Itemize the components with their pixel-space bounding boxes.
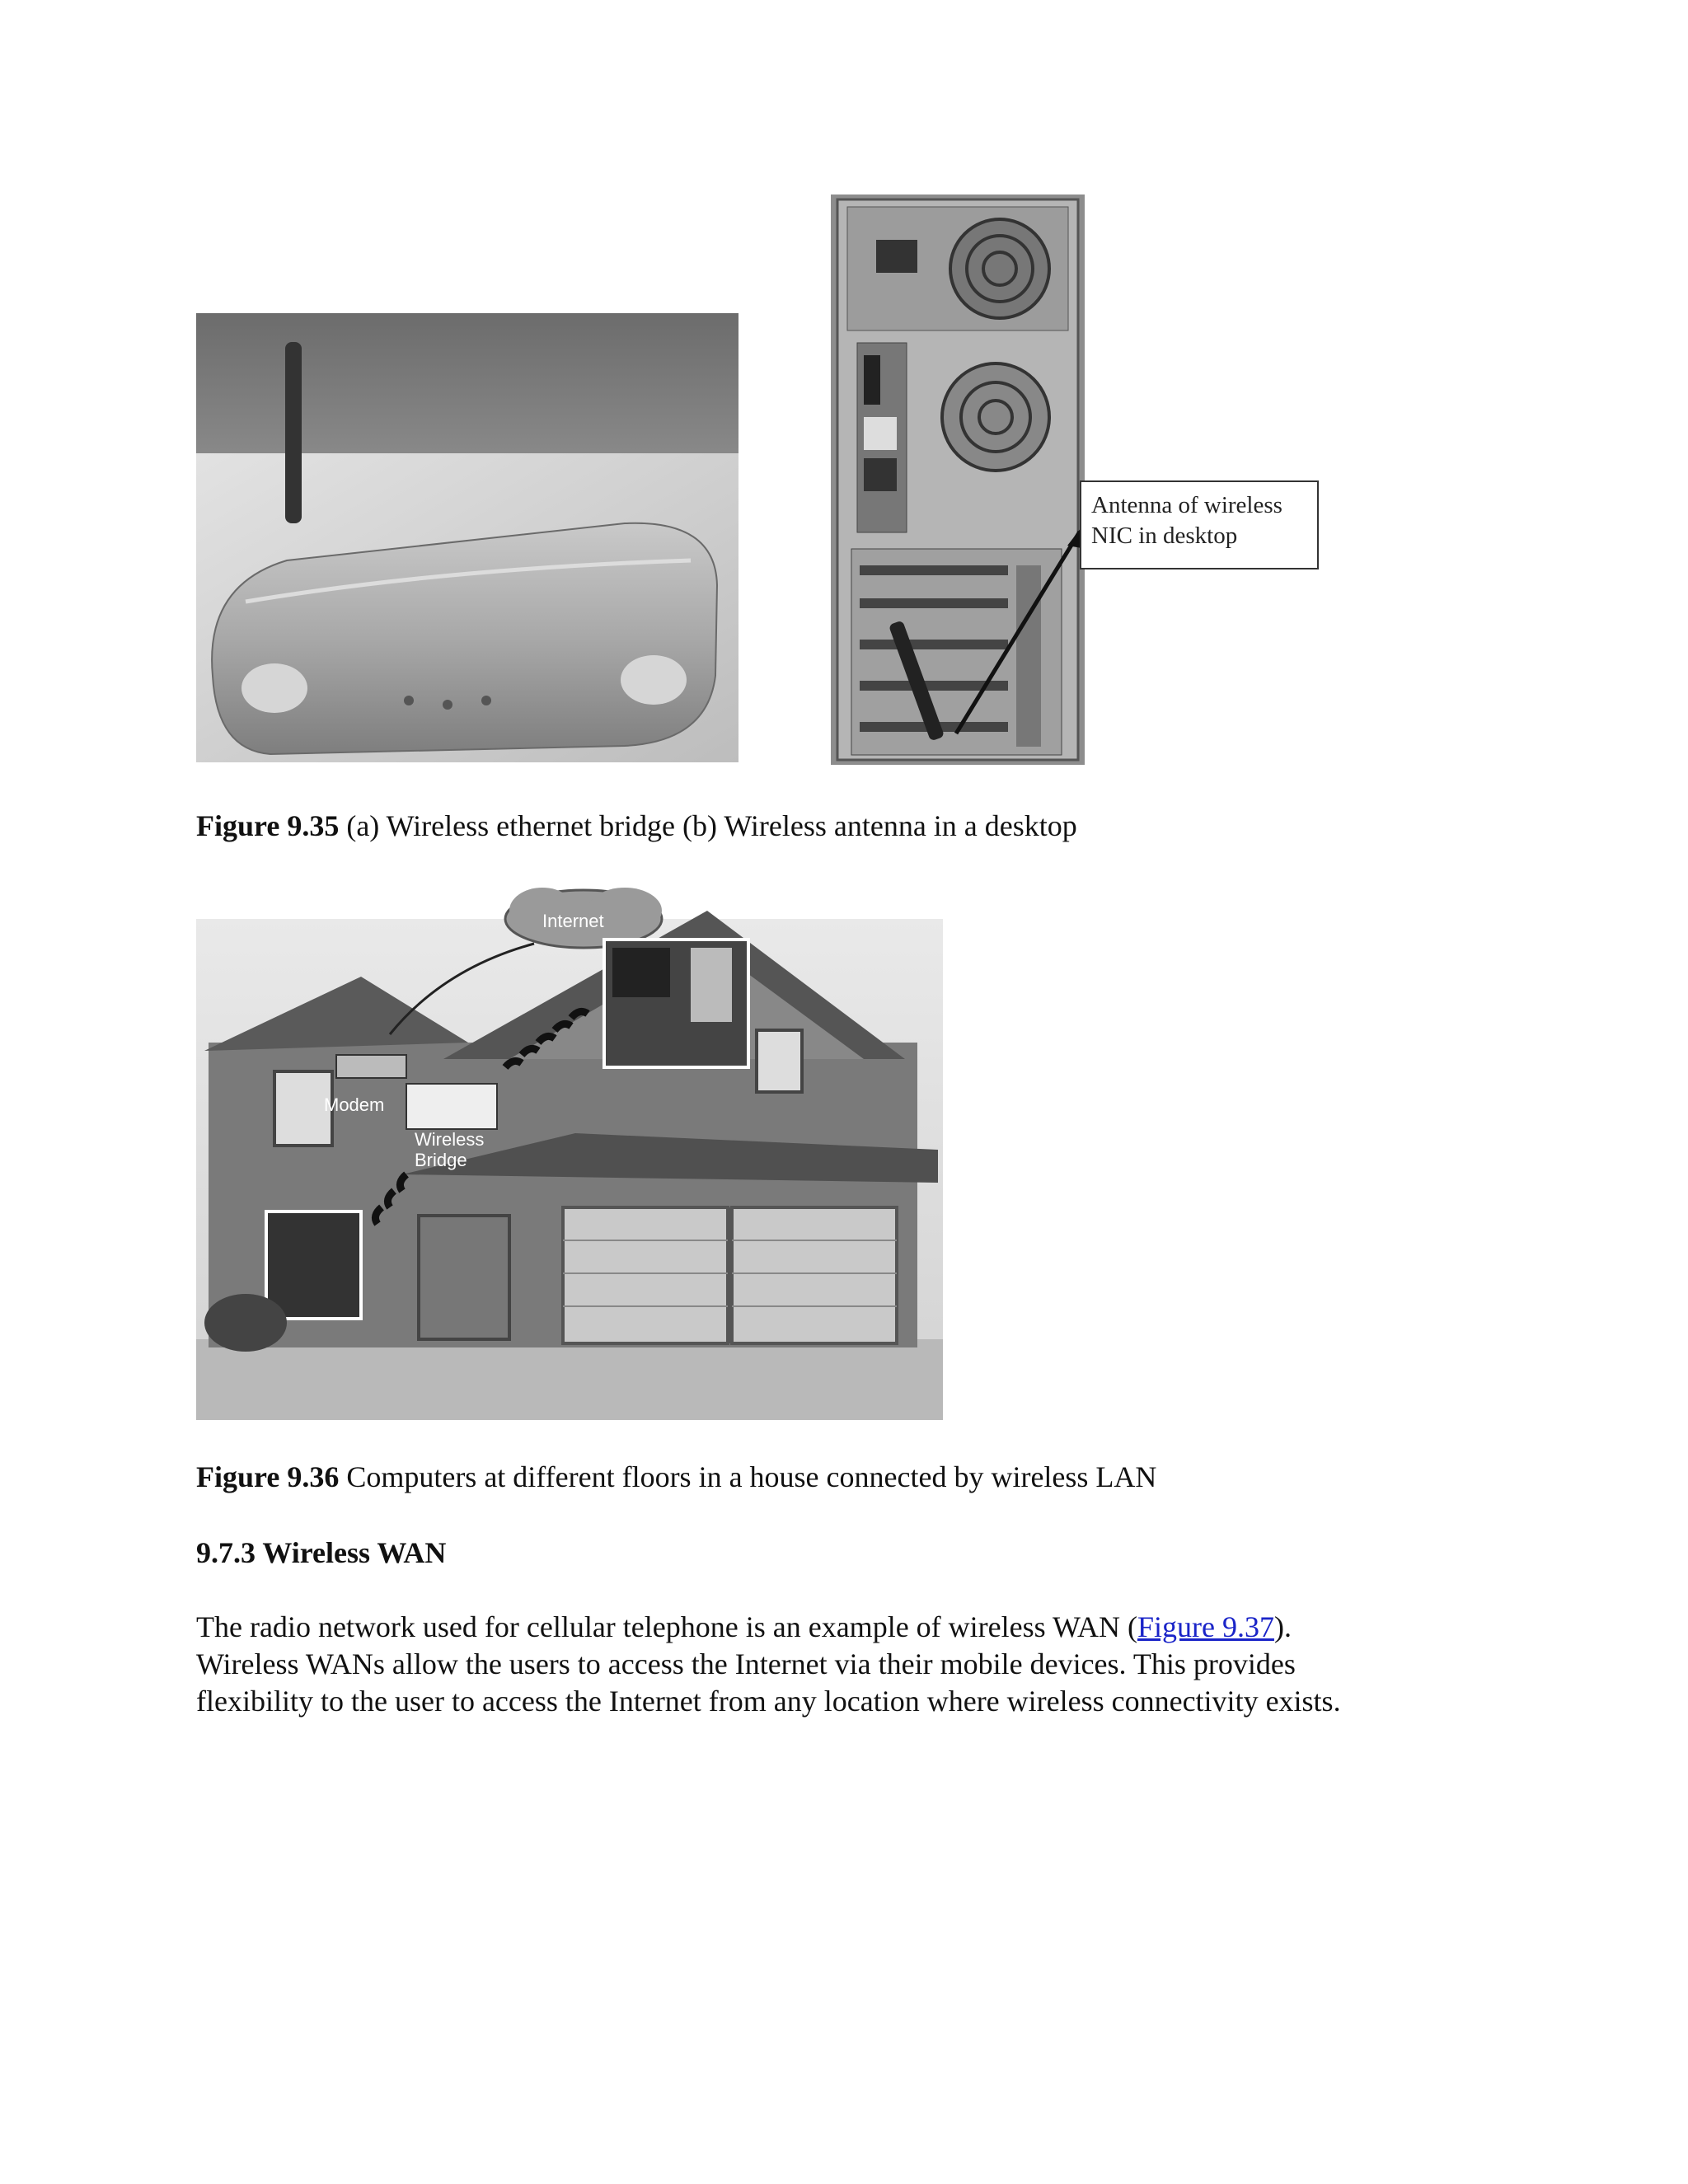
internet-label: Internet xyxy=(542,911,604,931)
wireless-bridge-label-1: Wireless xyxy=(415,1129,485,1150)
callout-arrow xyxy=(940,527,1088,742)
body-paragraph xyxy=(196,1609,1482,1720)
figure-936-label: Figure 9.36 xyxy=(196,1460,340,1493)
callout-line-1: Antenna of wireless xyxy=(1091,492,1282,518)
callout-line-2: NIC in desktop xyxy=(1091,523,1238,549)
figure-936-text: Computers at different floors in a house connected by wireless LAN xyxy=(339,1460,1157,1493)
wireless-bridge-label-2: Bridge xyxy=(415,1150,467,1170)
house-wireless-lan-figure xyxy=(196,878,943,1420)
paragraph-line-1-after: ). xyxy=(1273,1610,1292,1643)
figure-935-text: (a) Wireless ethernet bridge (b) Wireless antenna in a desktop xyxy=(339,809,1077,842)
paragraph-line-3: flexibility to the user to access the Internet from any location where wireless connectivity exists. xyxy=(196,1685,1341,1718)
figure-937-link[interactable]: Figure 9.37 xyxy=(1137,1610,1274,1643)
figure-936-caption xyxy=(196,1459,1156,1495)
modem-label: Modem xyxy=(324,1094,385,1115)
figure-935-label: Figure 9.35 xyxy=(196,809,340,842)
paragraph-line-1 xyxy=(196,1609,1482,1646)
paragraph-line-2: Wireless WANs allow the users to access the Internet via their mobile devices. This provides xyxy=(196,1647,1296,1680)
figure-935-caption xyxy=(196,808,1077,844)
section-heading: 9.7.3 Wireless WAN xyxy=(196,1536,447,1569)
antenna-callout xyxy=(1080,480,1319,569)
paragraph-line-1-before: The radio network used for cellular telephone is an example of wireless WAN ( xyxy=(196,1610,1137,1643)
wireless-bridge-photo xyxy=(196,313,738,762)
